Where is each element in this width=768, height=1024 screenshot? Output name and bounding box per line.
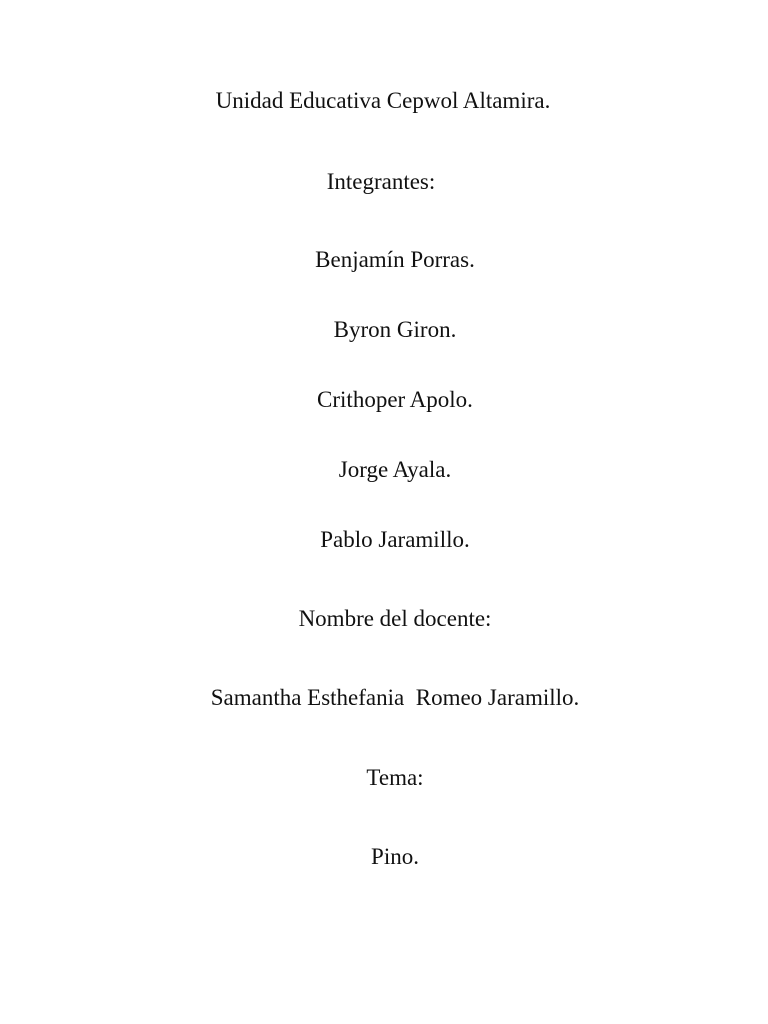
teacher-name: Samantha Esthefania Romeo Jaramillo. <box>210 685 580 710</box>
member-name: Jorge Ayala. <box>338 457 452 482</box>
member-name: Crithoper Apolo. <box>317 387 473 412</box>
school-name: Unidad Educativa Cepwol Altamira. <box>215 88 551 113</box>
members-heading: Integrantes: <box>326 169 436 194</box>
topic-heading: Tema: <box>366 765 424 790</box>
topic-value: Pino. <box>371 844 419 869</box>
teacher-heading: Nombre del docente: <box>298 606 492 631</box>
member-name: Byron Giron. <box>333 317 457 342</box>
member-name: Pablo Jaramillo. <box>320 527 470 552</box>
member-name: Benjamín Porras. <box>315 247 475 272</box>
